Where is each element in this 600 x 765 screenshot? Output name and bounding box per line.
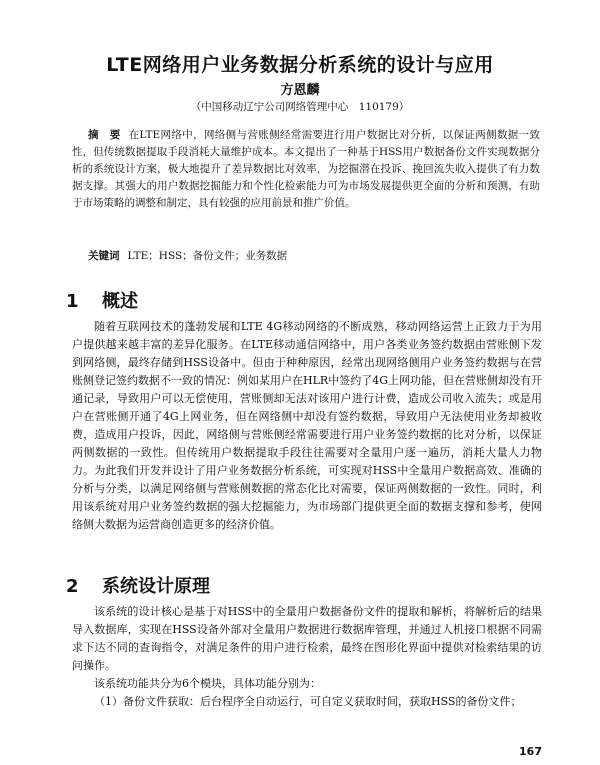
abstract bbox=[72, 127, 540, 212]
section-1-heading bbox=[66, 287, 138, 313]
keywords bbox=[88, 248, 538, 263]
section-2-heading bbox=[66, 572, 210, 598]
keywords-label: 关键词 bbox=[88, 250, 120, 262]
section-1-paragraph: 随着互联网技术的蓬勃发展和LTE 4G移动网络的不断成熟，移动网络运营上正致力于为用户提供越来越丰富的差异化服务。在LTE移动通信网络中，用户各类业务签约数据由营账侧下发到网络侧，最终存储到HSS设备中。但由于种种原因，经常出现网络侧用户业务签约数据与在营账侧登记签约数据不一致的情况：例如某用户在HLR中签约了4G上网功能，但在营账侧却没有开通记录，导致用户可以无偿使用，营账侧却无法对该用户进行计费，造成公司收入流失；或是用户在营账侧开通了4G上网业务，但在网络侧中却没有签约数据，导致用户无法使用业务却被收费，造成用户投诉，因此，网络侧与营账侧经常需要进行用户业务签约数据的比对分析，以保证两侧数据的一致性。但传统用户数据提取手段往往需要对全量用户逐一遍历，消耗大量人力物力。为此我们开发并设计了用户业务数据分析系统，可实现对HSS中全量用户数据高效、准确的分析与分类，以满足网络侧与营账侧数据的常态化比对需要，保证两侧数据的一致性。同时，利用该系统对用户业务签约数据的强大挖掘能力，为市场部门提供更全面的数据支撑和参考，使网络侧大数据为运营商创造更多的经济价值。 bbox=[72, 320, 542, 531]
page-number: 167 bbox=[519, 745, 542, 758]
abstract-label: 摘 要 bbox=[88, 129, 121, 141]
section-2-paragraph-1: 该系统的设计核心是基于对HSS中的全量用户数据备份文件的提取和解析，将解析后的结果导入数据库，实现在HSS设备外部对全量用户数据进行数据库管理，并通过人机接口根据不同需求下达不同的查询指令，对满足条件的用户进行检索，最终在图形化界面中提供对检索结果的访问操作。 bbox=[72, 605, 542, 672]
section-2-number: 2 bbox=[66, 576, 79, 597]
section-2-title: 系统设计原理 bbox=[102, 576, 210, 597]
paper-affiliation: （中国移动辽宁公司网络管理中心 110179） bbox=[190, 101, 410, 113]
abstract-text: 在LTE网络中，网络侧与营账侧经常需要进行用户数据比对分析，以保证两侧数据一致性，但传统数据提取手段消耗大量维护成本。本文提出了一种基于HSS用户数据备份文件实现数据分析的系统设计方案，极大地提升了差异数据比对效率，为挖掘潜在投诉、挽回流失收入提供了有力数据支撑。其强大的用户数据挖掘能力和个性化检索能力可为市场发展提供更全面的分析和预测，有助于市场策略的调整和制定，具有较强的应用前景和推广价值。 bbox=[72, 129, 540, 209]
section-2-paragraph-3: （1）备份文件获取：后台程序全自动运行，可自定义获取时间，获取HSS的备份文件； bbox=[94, 695, 522, 708]
section-1-title: 概述 bbox=[102, 291, 138, 312]
section-1-number: 1 bbox=[66, 291, 79, 312]
section-2-paragraph-2: 该系统功能共分为6个模块，具体功能分别为： bbox=[94, 677, 321, 690]
keywords-text: LTE；HSS；备份文件；业务数据 bbox=[127, 250, 288, 262]
paper-title: LTE网络用户业务数据分析系统的设计与应用 bbox=[106, 54, 494, 76]
paper-author: 方恩麟 bbox=[280, 83, 320, 98]
